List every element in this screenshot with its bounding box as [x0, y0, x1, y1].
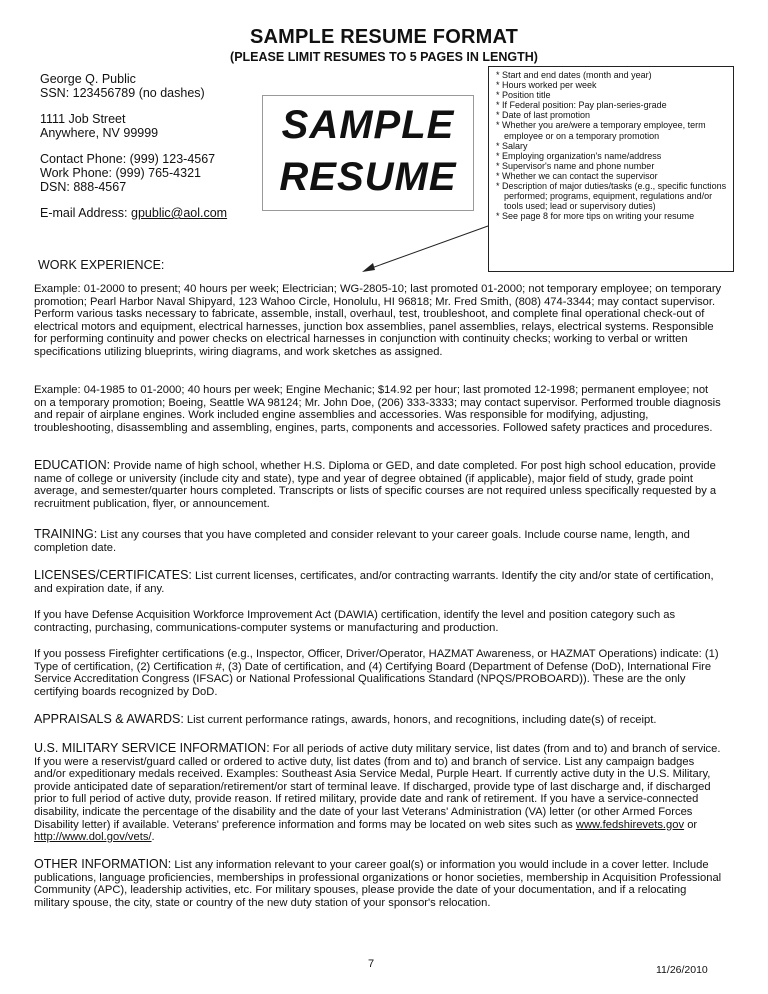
military-text: For all periods of active duty military service, list dates (from and to) and branch of service. If you were a reservist/guard called or ordered to active duty, list dates (from and to) and branch of service. List any campaign badges and/or expeditionary medals received. Examples: Southeast Asia Service Medal, Purple Heart. If currently active duty in the U.S. Military, provide anticipated date of separation/retirement/or start of terminal leave. If discharged, provide type of last discharge and, if discharged prior to full period of active duty, provide reason. If retired military, provide date and rank of retirement. If you have a service-connected disability, indicate the percentage of the disability and the date of your last Veterans' Administration (VA) letter (or other Armed Forces Disability letter) if available. Veterans' preference information and forms may be located on web sites such as [34, 743, 721, 831]
dol-vets-link[interactable]: http://www.dol.gov/vets/ [34, 831, 152, 844]
email-link[interactable]: gpublic@aol.com [131, 206, 228, 220]
appraisals-text: List current performance ratings, awards, honors, and recognitions, including date(s) of receipt. [183, 714, 657, 726]
licenses-text: List current licenses, certificates, and/or contracting warrants. Identify the city and/or state of certification, and expiration date, if any. [34, 570, 714, 595]
other-section [34, 858, 722, 909]
training-text: List any courses that you have completed and consider relevant to your career goals. Include course name, length, and completion date. [34, 529, 690, 554]
contact-phone-line: Contact Phone: (999) 123-4567 [40, 152, 216, 166]
licenses-heading: LICENSES/CERTIFICATES: [34, 568, 192, 582]
training-heading: TRAINING: [34, 527, 98, 541]
stamp-line-2: RESUME [279, 155, 457, 199]
tip-item: * Whether you are/were a temporary employee, term employee or on a temporary promotion [496, 120, 706, 141]
work-phone-line: Work Phone: (999) 765-4321 [40, 166, 201, 180]
tip-item: * See page 8 for more tips on writing your resume [496, 211, 695, 222]
work-example-2: Example: 04-1985 to 01-2000; 40 hours per week; Engine Mechanic; $14.92 per hour; last promoted 12-1998; permanent employee; not on a temporary promotion; Boeing, Seattle WA 98124; Mr. John Doe, (206) 333-3333; may contact supervisor. Performed trouble diagnosis and repair of airplane engines. Work included engine assemblies and accessories. Was responsible for modifying, adjusting, troubleshooting, disassembling and assembling, engines, parts, components and accessories. Followed safety practices and procedures. [34, 384, 721, 434]
city-line: Anywhere, NV 99999 [40, 126, 159, 140]
work-example-1: Example: 01-2000 to present; 40 hours per week; Electrician; WG-2805-10; last promoted 01-2000; not temporary employee; on temporary promotion; Pearl Harbor Naval Shipyard, 123 Wahoo Circle, Honolulu, HI 96818; Mr. Fred Smith, (808) 474-3344; may contact supervisor. Perform various tasks necessary to fabricate, assemble, install, overhaul, test, troubleshoot, and complete final operational check-out of electrical motors and equipment, electrical harnesses, junction box assemblies, panel assemblies, relays, electrical systems. Responsible for performing continuity and power checks on electrical harnesses in conjunction with continuity checks; working to verbal or written specifications utilizing blueprints, wiring diagrams, and work sketches as assigned. [34, 283, 722, 358]
tip-item: * Date of last promotion [496, 110, 591, 121]
appraisals-section [34, 713, 722, 727]
fedshirevets-link[interactable]: www.fedshirevets.gov [575, 818, 685, 831]
education-section [34, 459, 722, 510]
tip-item: * Salary [496, 140, 528, 151]
footer-date: 11/26/2010 [656, 964, 708, 976]
work-heading: WORK EXPERIENCE: [38, 258, 165, 272]
education-text: Provide name of high school, whether H.S. Diploma or GED, and date completed. For post high school education, provide name of college or university (include city and state), type and year of degree obtained (if applicable), major field of study, grade point average, and semester/quarter hours completed. Transcripts or lists of specific courses are not required unless specifically requested by a recruitment publication, flyer, or announcement. [34, 460, 717, 510]
page-title: SAMPLE RESUME FORMAT [249, 26, 519, 48]
licenses-section [34, 569, 722, 595]
stamp-line-1: SAMPLE [281, 103, 455, 147]
other-heading: OTHER INFORMATION: [34, 857, 172, 871]
tip-item: * Hours worked per week [496, 80, 597, 91]
applicant-name: George Q. Public [40, 72, 136, 86]
ssn-line: SSN: 123456789 (no dashes) [40, 86, 205, 100]
email-label: E-mail Address: [40, 206, 132, 220]
page-subtitle: (PLEASE LIMIT RESUMES TO 5 PAGES IN LENGTH) [230, 50, 538, 64]
tip-item: * Employing organization's name/address [496, 150, 662, 161]
dsn-line: DSN: 888-4567 [40, 180, 127, 194]
other-text: List any information relevant to your career goal(s) or information you would include in a cover letter. Include publications, language proficiencies, memberships in professional organizations or honor societies, membership in Acquisition Professional Community (APC), leadership activities, etc. For military spouses, please provide the date of your documentation, and if a relocating military spouse, the city, state or country of the new duty station of your sponsor's relocation. [34, 859, 722, 909]
tip-item: * If Federal position: Pay plan-series-grade [496, 100, 667, 111]
military-heading: U.S. MILITARY SERVICE INFORMATION: [34, 741, 270, 755]
page-number: 7 [368, 958, 375, 970]
appraisals-heading: APPRAISALS & AWARDS: [34, 712, 184, 726]
tip-item: * Supervisor's name and phone number [496, 160, 655, 171]
tip-item: * Start and end dates (month and year) [496, 70, 652, 80]
training-section [34, 528, 722, 554]
military-section: U.S. MILITARY SERVICE INFORMATION: For all periods of active duty military service, list dates (from and to) and branch of service. If you were a reservist/guard called or ordered to active duty, list dates (from and to) and branch of service. List any campaign badges and/or expeditionary medals received. Examples: Southeast Asia Service Medal, Purple Heart. If currently active duty in the U.S. Military, provide anticipated date of separation/retirement/or start of terminal leave. If discharged, provide type of last discharge and, if discharged prior to full period of active duty, provide reason. If retired military, provide date and rank of retirement. If you have a service-connected disability, indicate the percentage of the disability and the date of your last Veterans' Administration (VA) letter (or other Armed Forces Disability letter) if available. Veterans' preference information and forms may be located on web sites such as www.fedshirevets.gov or http://www.dol.gov/vets/. [34, 741, 721, 844]
firefighter-paragraph: If you possess Firefighter certifications (e.g., Inspector, Officer, Driver/Operator, HAZMAT Awareness, or HAZMAT Operations) indicate: (1) Type of certification, (2) Certification #, (3) Date of certification, and (4) Certifying Board (Department of Defense (DoD), International Fire Service Accreditation Congress (IFSAC) or National Professional Qualifications Standard (NPQS/PROBOARD)). These are the only certifying boards recognized by DoD. [34, 648, 719, 698]
education-heading: EDUCATION: [34, 458, 111, 472]
tip-item: * Whether we can contact the supervisor [496, 170, 658, 181]
tip-item: * Position title [496, 90, 551, 101]
street-line: 1111 Job Street [40, 112, 126, 126]
tip-item: * Description of major duties/tasks (e.g., specific functions performed; programs, equipment, regulations and/or tools used; lead or supervisory duties) [496, 181, 727, 212]
dawia-paragraph: If you have Defense Acquisition Workforce Improvement Act (DAWIA) certification, identify the level and position category such as contracting, purchasing, communications-computer systems or manufacturing and production. [34, 609, 676, 634]
